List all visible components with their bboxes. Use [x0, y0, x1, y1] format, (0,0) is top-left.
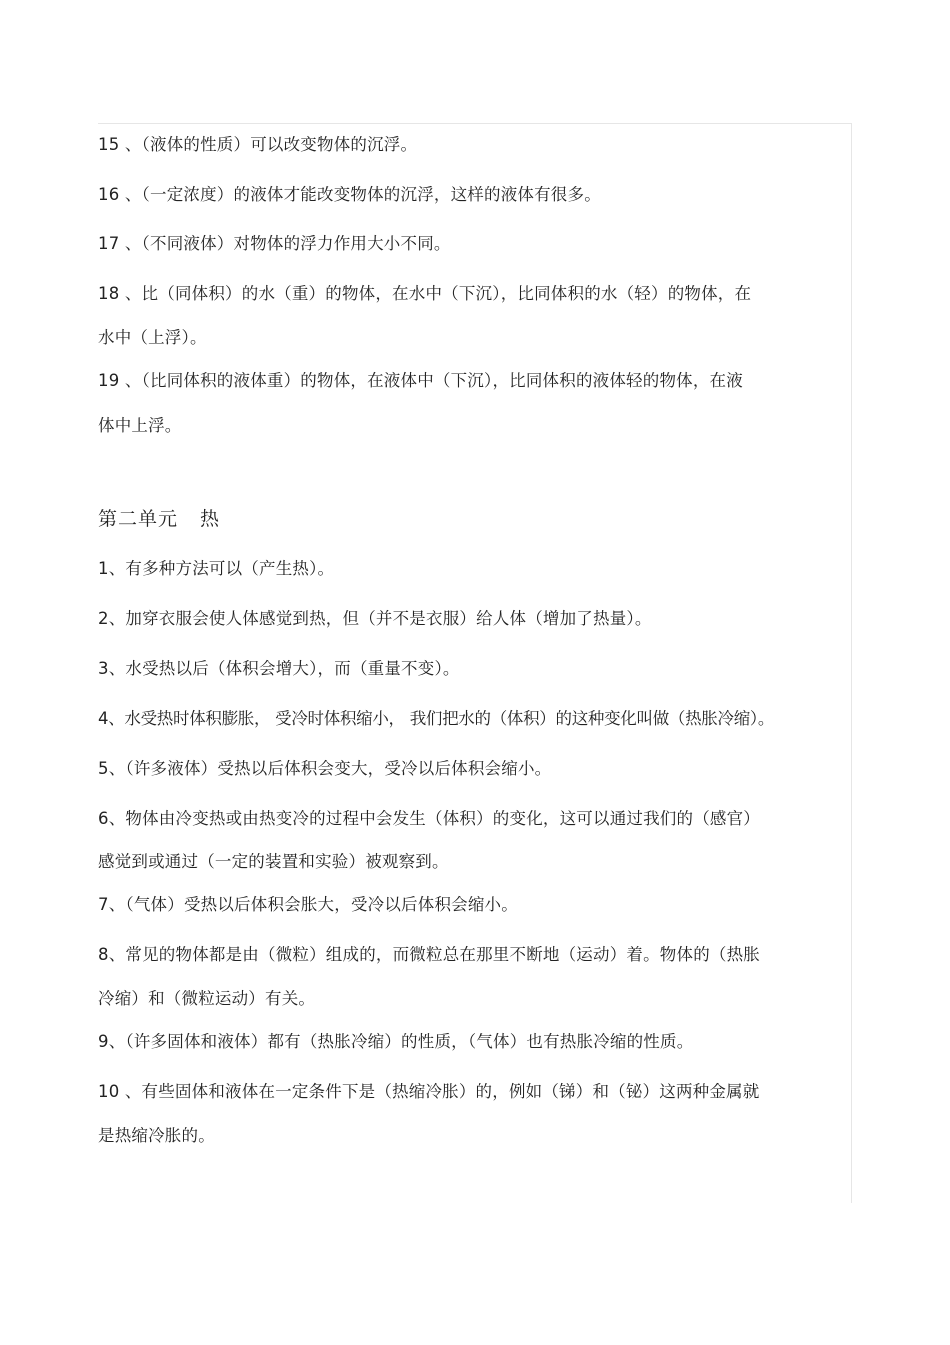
list-item-10-continued [98, 1125, 215, 1147]
item-text-continued: 水中（上浮）。 [98, 328, 207, 347]
list-item-15 [98, 134, 417, 156]
item-text: 有多种方法可以（产生热）。 [125, 559, 335, 578]
item-text: （不同液体）对物体的浮力作用大小不同。 [141, 234, 451, 253]
item-number: 6、 [98, 809, 126, 828]
item-number: 9、 [98, 1032, 126, 1051]
item-text-continued: 体中上浮。 [98, 416, 182, 435]
list-item-4 [98, 708, 774, 730]
item-number: 1、 [98, 559, 126, 578]
list-item-6-continued [98, 851, 449, 873]
item-text: （许多固体和液体）都有（热胀冷缩）的性质，（气体）也有热胀冷缩的性质。 [125, 1032, 694, 1051]
item-text: 常见的物体都是由（微粒）组成的，而微粒总在那里不断地（运动）着。物体的（热胀 [125, 945, 761, 964]
list-item-6 [98, 808, 760, 830]
item-number: 2、 [98, 609, 126, 628]
item-number: 17 、 [98, 234, 142, 253]
item-text: 水受热时体积膨胀， 受冷时体积缩小， 我们把水的（体积）的这种变化叫做（热胀冷缩）。 [124, 709, 775, 728]
list-item-17 [98, 233, 451, 255]
item-text: 加穿衣服会使人体感觉到热，但（并不是衣服）给人体（增加了热量）。 [125, 609, 652, 628]
section-title: 第二单元 [98, 508, 179, 530]
item-text: （许多液体）受热以后体积会变大，受冷以后体积会缩小。 [125, 759, 552, 778]
item-text: （气体）受热以后体积会胀大，受冷以后体积会缩小。 [125, 895, 518, 914]
item-number: 8、 [98, 945, 126, 964]
item-text: 水受热以后（体积会增大），而（重量不变）。 [125, 659, 460, 678]
list-item-5 [98, 758, 551, 780]
item-number: 4、 [98, 709, 125, 728]
item-number: 5、 [98, 759, 126, 778]
list-item-8 [98, 944, 760, 966]
list-item-9 [98, 1031, 693, 1053]
section-subject: 热 [200, 508, 221, 530]
list-item-18 [98, 283, 751, 305]
item-text: （比同体积的液体重）的物体，在液体中（下沉），比同体积的液体轻的物体，在液 [141, 371, 743, 390]
item-number: 16 、 [98, 185, 142, 204]
list-item-19-continued [98, 415, 182, 437]
item-text: 有些固体和液体在一定条件下是（热缩冷胀）的，例如（锑）和（铋）这两种金属就 [141, 1082, 760, 1101]
list-item-7 [98, 894, 518, 916]
item-number: 19 、 [98, 371, 142, 390]
page-border-right [851, 123, 852, 1203]
item-text-continued: 感觉到或通过（一定的装置和实验）被观察到。 [98, 852, 449, 871]
item-number: 18 、 [98, 284, 142, 303]
list-item-3 [98, 658, 460, 680]
item-text: （一定浓度）的液体才能改变物体的沉浮，这样的液体有很多。 [141, 185, 601, 204]
list-item-10 [98, 1081, 759, 1103]
item-text-continued: 冷缩）和（微粒运动）有关。 [98, 989, 316, 1008]
item-number: 7、 [98, 895, 126, 914]
item-number: 10 、 [98, 1082, 142, 1101]
section-heading [98, 508, 220, 530]
list-item-8-continued [98, 988, 315, 1010]
list-item-19 [98, 370, 743, 392]
item-text: 比（同体积）的水（重）的物体，在水中（下沉），比同体积的水（轻）的物体，在 [141, 284, 752, 303]
item-text: （液体的性质）可以改变物体的沉浮。 [141, 135, 418, 154]
list-item-2 [98, 608, 652, 630]
item-number: 15 、 [98, 135, 142, 154]
item-number: 3、 [98, 659, 126, 678]
list-item-18-continued [98, 327, 207, 349]
item-text: 物体由冷变热或由热变冷的过程中会发生（体积）的变化，这可以通过我们的（感官） [125, 809, 761, 828]
item-text-continued: 是热缩冷胀的。 [98, 1126, 215, 1145]
list-item-16 [98, 184, 601, 206]
list-item-1 [98, 558, 334, 580]
page-border-top [98, 123, 852, 124]
